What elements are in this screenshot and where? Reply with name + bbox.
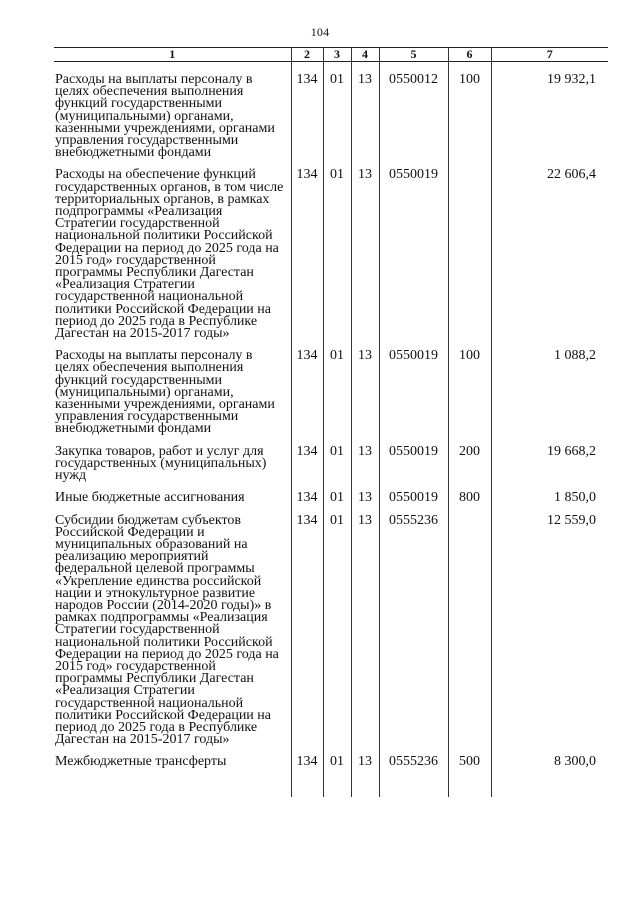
subsection-code: 13 — [351, 746, 379, 796]
table-row — [54, 159, 608, 340]
column-header: 3 — [323, 48, 351, 62]
row-description: Расходы на выплаты персоналу в целях обеспечения выполнения функций государственными (муниципальными) органами, казенными учреждениями, органами управления государственными внебюджетными фондами — [55, 348, 275, 437]
table-row — [54, 505, 608, 747]
expense-type-code — [448, 505, 491, 747]
expense-type-code — [448, 159, 491, 340]
target-article-code: 0555236 — [379, 505, 448, 747]
column-header: 7 — [491, 48, 608, 62]
subsection-code: 13 — [351, 159, 379, 340]
row-description: Иные бюджетные ассигнования — [55, 490, 245, 506]
ministry-code: 134 — [291, 340, 323, 435]
table-row — [54, 746, 608, 796]
target-article-code: 0550019 — [379, 340, 448, 435]
section-code: 01 — [323, 340, 351, 435]
amount: 1 088,2 — [491, 340, 608, 435]
target-article-code: 0550012 — [379, 62, 448, 160]
expense-type-code: 100 — [448, 62, 491, 160]
row-description: Расходы на выплаты персоналу в целях обеспечения выполнения функций государственными (муниципальными) органами, казенными учреждениями, органами управления государственными внебюджетными фондами — [55, 72, 275, 161]
target-article-code: 0550019 — [379, 159, 448, 340]
section-code: 01 — [323, 62, 351, 160]
budget-table — [54, 47, 608, 797]
ministry-code: 134 — [291, 746, 323, 796]
ministry-code: 134 — [291, 505, 323, 747]
table-row — [54, 436, 608, 483]
target-article-code: 0555236 — [379, 746, 448, 796]
expense-type-code: 100 — [448, 340, 491, 435]
subsection-code: 13 — [351, 482, 379, 504]
table-header-row — [54, 48, 608, 62]
subsection-code: 13 — [351, 340, 379, 435]
amount: 8 300,0 — [491, 746, 608, 796]
target-article-code: 0550019 — [379, 482, 448, 504]
ministry-code: 134 — [291, 62, 323, 160]
section-code: 01 — [323, 482, 351, 504]
row-description: Расходы на обеспечение функций государственных органов, в том числе территориальных органов, в рамках подпрограммы «Реализация Стратегии государственной национальной политики Российской Федерации на период до 2025 года на 2015 год» государственной программы Республики Дагестан «Реализация Стратегии государственной национальной политики Российской Федерации на период до 2025 года в Республике Дагестан на 2015-2017 годы» — [55, 167, 284, 342]
amount: 19 668,2 — [491, 436, 608, 483]
row-description: Межбюджетные трансферты — [55, 754, 227, 770]
subsection-code: 13 — [351, 436, 379, 483]
amount: 22 606,4 — [491, 159, 608, 340]
amount: 12 559,0 — [491, 505, 608, 747]
page-number: 104 — [310, 25, 330, 39]
table-row — [54, 340, 608, 435]
column-header: 4 — [351, 48, 379, 62]
table-row — [54, 62, 608, 160]
section-code: 01 — [323, 746, 351, 796]
subsection-code: 13 — [351, 505, 379, 747]
section-code: 01 — [323, 505, 351, 747]
subsection-code: 13 — [351, 62, 379, 160]
section-code: 01 — [323, 436, 351, 483]
expense-type-code: 200 — [448, 436, 491, 483]
row-description: Закупка товаров, работ и услуг для государственных (муниципальных) нужд — [55, 443, 267, 484]
column-header: 1 — [54, 48, 291, 62]
expense-type-code: 500 — [448, 746, 491, 796]
amount: 19 932,1 — [491, 62, 608, 160]
ministry-code: 134 — [291, 436, 323, 483]
amount: 1 850,0 — [491, 482, 608, 504]
section-code: 01 — [323, 159, 351, 340]
table-row — [54, 482, 608, 504]
column-header: 6 — [448, 48, 491, 62]
ministry-code: 134 — [291, 159, 323, 340]
row-description: Субсидии бюджетам субъектов Российской Федерации и муниципальных образований на реализацию мероприятий федеральной целевой программы «Укрепление единства российской нации и этнокультурное развитие народов России (2014-2020 годы)» в рамках подпрограммы «Реализация Стратегии государственной национальной политики Российской Федерации на период до 2025 года на 2015 год» государственной программы Республики Дагестан «Реализация Стратегии государственной национальной политики Российской Федерации на период до 2025 года в Республике Дагестан на 2015-2017 годы» — [55, 512, 279, 748]
ministry-code: 134 — [291, 482, 323, 504]
target-article-code: 0550019 — [379, 436, 448, 483]
column-header: 5 — [379, 48, 448, 62]
expense-type-code: 800 — [448, 482, 491, 504]
column-header: 2 — [291, 48, 323, 62]
